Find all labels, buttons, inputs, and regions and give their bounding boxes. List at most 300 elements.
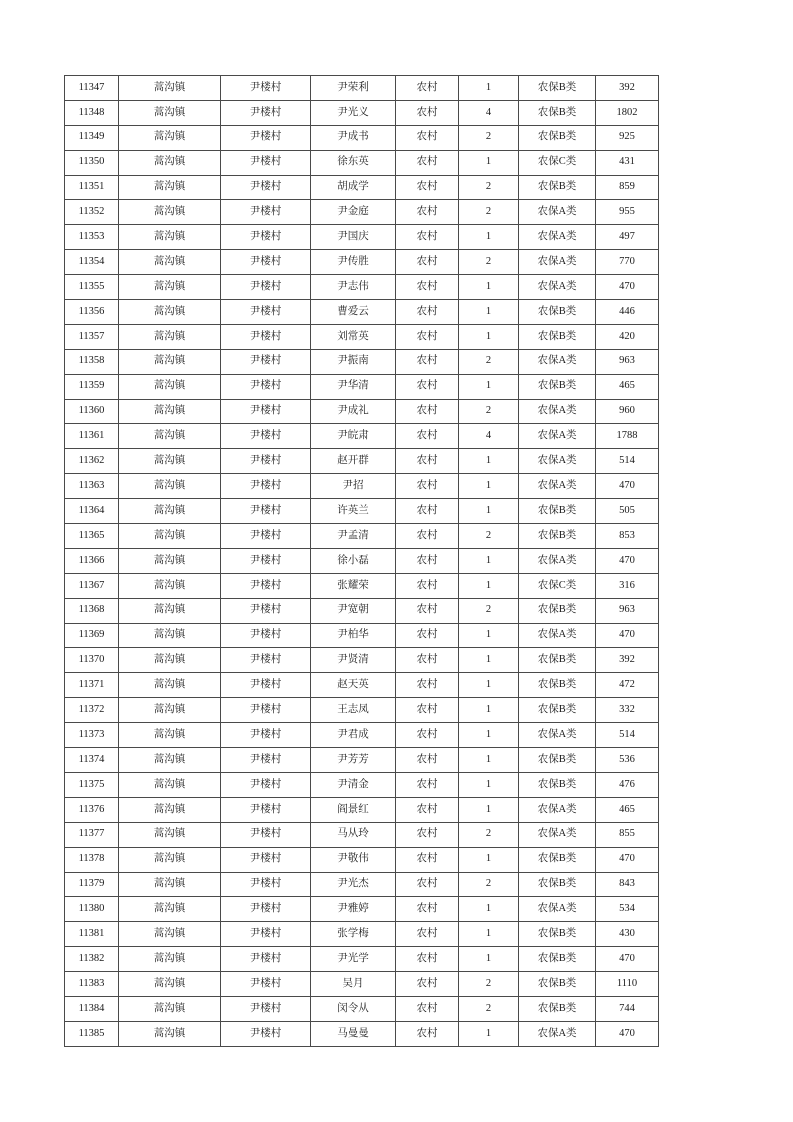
cell-category: 农保B类 bbox=[519, 996, 596, 1021]
table-row bbox=[65, 175, 659, 200]
cell-count: 1 bbox=[459, 225, 519, 250]
cell-amount: 955 bbox=[596, 200, 659, 225]
cell-type: 农村 bbox=[396, 748, 459, 773]
cell-type: 农村 bbox=[396, 548, 459, 573]
cell-town: 蒿沟镇 bbox=[119, 748, 221, 773]
cell-name: 尹君成 bbox=[311, 723, 396, 748]
cell-id: 11349 bbox=[65, 125, 119, 150]
cell-count: 2 bbox=[459, 125, 519, 150]
cell-count: 1 bbox=[459, 797, 519, 822]
cell-village: 尹楼村 bbox=[221, 349, 311, 374]
cell-type: 农村 bbox=[396, 623, 459, 648]
table-row bbox=[65, 847, 659, 872]
cell-town: 蒿沟镇 bbox=[119, 499, 221, 524]
cell-amount: 744 bbox=[596, 996, 659, 1021]
cell-town: 蒿沟镇 bbox=[119, 125, 221, 150]
cell-type: 农村 bbox=[396, 524, 459, 549]
table-row bbox=[65, 648, 659, 673]
cell-count: 1 bbox=[459, 150, 519, 175]
table-row bbox=[65, 100, 659, 125]
cell-town: 蒿沟镇 bbox=[119, 250, 221, 275]
table-row bbox=[65, 150, 659, 175]
cell-town: 蒿沟镇 bbox=[119, 449, 221, 474]
cell-count: 1 bbox=[459, 947, 519, 972]
cell-village: 尹楼村 bbox=[221, 324, 311, 349]
cell-count: 2 bbox=[459, 250, 519, 275]
cell-category: 农保A类 bbox=[519, 797, 596, 822]
cell-type: 农村 bbox=[396, 349, 459, 374]
cell-count: 1 bbox=[459, 1021, 519, 1046]
cell-id: 11376 bbox=[65, 797, 119, 822]
cell-count: 2 bbox=[459, 598, 519, 623]
cell-village: 尹楼村 bbox=[221, 598, 311, 623]
cell-amount: 472 bbox=[596, 673, 659, 698]
cell-type: 农村 bbox=[396, 847, 459, 872]
cell-village: 尹楼村 bbox=[221, 573, 311, 598]
cell-amount: 534 bbox=[596, 897, 659, 922]
cell-town: 蒿沟镇 bbox=[119, 872, 221, 897]
cell-town: 蒿沟镇 bbox=[119, 648, 221, 673]
table-row bbox=[65, 872, 659, 897]
cell-town: 蒿沟镇 bbox=[119, 349, 221, 374]
cell-id: 11357 bbox=[65, 324, 119, 349]
table-row bbox=[65, 200, 659, 225]
cell-town: 蒿沟镇 bbox=[119, 474, 221, 499]
cell-village: 尹楼村 bbox=[221, 474, 311, 499]
cell-count: 1 bbox=[459, 76, 519, 101]
table-row bbox=[65, 698, 659, 723]
cell-name: 尹光义 bbox=[311, 100, 396, 125]
cell-name: 马从玲 bbox=[311, 822, 396, 847]
table-row bbox=[65, 524, 659, 549]
cell-amount: 514 bbox=[596, 723, 659, 748]
cell-count: 1 bbox=[459, 922, 519, 947]
cell-id: 11360 bbox=[65, 399, 119, 424]
cell-type: 农村 bbox=[396, 972, 459, 997]
cell-type: 农村 bbox=[396, 300, 459, 325]
cell-village: 尹楼村 bbox=[221, 922, 311, 947]
cell-type: 农村 bbox=[396, 125, 459, 150]
cell-count: 1 bbox=[459, 474, 519, 499]
cell-id: 11378 bbox=[65, 847, 119, 872]
cell-village: 尹楼村 bbox=[221, 673, 311, 698]
cell-name: 尹孟清 bbox=[311, 524, 396, 549]
cell-count: 2 bbox=[459, 349, 519, 374]
cell-name: 尹贤清 bbox=[311, 648, 396, 673]
cell-village: 尹楼村 bbox=[221, 972, 311, 997]
cell-id: 11350 bbox=[65, 150, 119, 175]
cell-category: 农保A类 bbox=[519, 225, 596, 250]
cell-category: 农保B类 bbox=[519, 499, 596, 524]
cell-id: 11363 bbox=[65, 474, 119, 499]
cell-amount: 855 bbox=[596, 822, 659, 847]
cell-type: 农村 bbox=[396, 573, 459, 598]
cell-id: 11366 bbox=[65, 548, 119, 573]
cell-name: 闵令从 bbox=[311, 996, 396, 1021]
cell-category: 农保A类 bbox=[519, 822, 596, 847]
cell-category: 农保B类 bbox=[519, 698, 596, 723]
data-table bbox=[64, 75, 659, 1047]
cell-name: 马曼曼 bbox=[311, 1021, 396, 1046]
cell-town: 蒿沟镇 bbox=[119, 150, 221, 175]
cell-count: 2 bbox=[459, 972, 519, 997]
cell-id: 11371 bbox=[65, 673, 119, 698]
table-row bbox=[65, 474, 659, 499]
cell-type: 农村 bbox=[396, 200, 459, 225]
cell-amount: 470 bbox=[596, 275, 659, 300]
cell-name: 尹荣利 bbox=[311, 76, 396, 101]
cell-id: 11384 bbox=[65, 996, 119, 1021]
cell-town: 蒿沟镇 bbox=[119, 822, 221, 847]
cell-category: 农保A类 bbox=[519, 424, 596, 449]
cell-town: 蒿沟镇 bbox=[119, 922, 221, 947]
cell-category: 农保B类 bbox=[519, 300, 596, 325]
table-row bbox=[65, 399, 659, 424]
cell-type: 农村 bbox=[396, 996, 459, 1021]
cell-type: 农村 bbox=[396, 698, 459, 723]
cell-type: 农村 bbox=[396, 648, 459, 673]
cell-id: 11385 bbox=[65, 1021, 119, 1046]
cell-name: 徐东英 bbox=[311, 150, 396, 175]
table-row bbox=[65, 1021, 659, 1046]
cell-village: 尹楼村 bbox=[221, 300, 311, 325]
cell-village: 尹楼村 bbox=[221, 623, 311, 648]
table-row bbox=[65, 897, 659, 922]
cell-amount: 960 bbox=[596, 399, 659, 424]
cell-name: 尹雅婷 bbox=[311, 897, 396, 922]
cell-town: 蒿沟镇 bbox=[119, 673, 221, 698]
cell-town: 蒿沟镇 bbox=[119, 897, 221, 922]
cell-name: 尹光学 bbox=[311, 947, 396, 972]
cell-amount: 392 bbox=[596, 648, 659, 673]
cell-type: 农村 bbox=[396, 449, 459, 474]
cell-amount: 470 bbox=[596, 548, 659, 573]
cell-id: 11365 bbox=[65, 524, 119, 549]
cell-count: 2 bbox=[459, 399, 519, 424]
cell-category: 农保B类 bbox=[519, 324, 596, 349]
cell-town: 蒿沟镇 bbox=[119, 698, 221, 723]
cell-type: 农村 bbox=[396, 474, 459, 499]
table-row bbox=[65, 424, 659, 449]
cell-count: 1 bbox=[459, 673, 519, 698]
cell-village: 尹楼村 bbox=[221, 524, 311, 549]
cell-name: 曹爱云 bbox=[311, 300, 396, 325]
cell-name: 尹皖肃 bbox=[311, 424, 396, 449]
table-row bbox=[65, 76, 659, 101]
cell-amount: 470 bbox=[596, 1021, 659, 1046]
cell-category: 农保A类 bbox=[519, 449, 596, 474]
cell-count: 2 bbox=[459, 822, 519, 847]
cell-amount: 465 bbox=[596, 374, 659, 399]
cell-category: 农保A类 bbox=[519, 200, 596, 225]
cell-type: 农村 bbox=[396, 150, 459, 175]
cell-category: 农保B类 bbox=[519, 175, 596, 200]
cell-amount: 316 bbox=[596, 573, 659, 598]
cell-count: 1 bbox=[459, 499, 519, 524]
cell-village: 尹楼村 bbox=[221, 125, 311, 150]
cell-village: 尹楼村 bbox=[221, 947, 311, 972]
cell-type: 农村 bbox=[396, 673, 459, 698]
cell-name: 尹华清 bbox=[311, 374, 396, 399]
cell-name: 徐小磊 bbox=[311, 548, 396, 573]
cell-category: 农保A类 bbox=[519, 723, 596, 748]
cell-amount: 505 bbox=[596, 499, 659, 524]
cell-id: 11361 bbox=[65, 424, 119, 449]
cell-count: 2 bbox=[459, 175, 519, 200]
cell-village: 尹楼村 bbox=[221, 175, 311, 200]
cell-town: 蒿沟镇 bbox=[119, 300, 221, 325]
table-row bbox=[65, 797, 659, 822]
cell-village: 尹楼村 bbox=[221, 897, 311, 922]
cell-id: 11374 bbox=[65, 748, 119, 773]
cell-count: 1 bbox=[459, 748, 519, 773]
cell-id: 11355 bbox=[65, 275, 119, 300]
cell-amount: 465 bbox=[596, 797, 659, 822]
cell-type: 农村 bbox=[396, 175, 459, 200]
cell-category: 农保B类 bbox=[519, 524, 596, 549]
cell-name: 尹清金 bbox=[311, 772, 396, 797]
cell-village: 尹楼村 bbox=[221, 872, 311, 897]
cell-id: 11348 bbox=[65, 100, 119, 125]
cell-type: 农村 bbox=[396, 797, 459, 822]
cell-type: 农村 bbox=[396, 897, 459, 922]
cell-type: 农村 bbox=[396, 399, 459, 424]
cell-name: 赵开群 bbox=[311, 449, 396, 474]
cell-id: 11351 bbox=[65, 175, 119, 200]
cell-category: 农保B类 bbox=[519, 772, 596, 797]
table-row bbox=[65, 548, 659, 573]
cell-amount: 859 bbox=[596, 175, 659, 200]
cell-amount: 853 bbox=[596, 524, 659, 549]
cell-type: 农村 bbox=[396, 723, 459, 748]
cell-town: 蒿沟镇 bbox=[119, 573, 221, 598]
cell-category: 农保B类 bbox=[519, 947, 596, 972]
cell-village: 尹楼村 bbox=[221, 797, 311, 822]
cell-village: 尹楼村 bbox=[221, 150, 311, 175]
cell-id: 11356 bbox=[65, 300, 119, 325]
cell-type: 农村 bbox=[396, 772, 459, 797]
cell-village: 尹楼村 bbox=[221, 76, 311, 101]
table-row bbox=[65, 673, 659, 698]
cell-town: 蒿沟镇 bbox=[119, 772, 221, 797]
cell-town: 蒿沟镇 bbox=[119, 100, 221, 125]
cell-count: 1 bbox=[459, 324, 519, 349]
table-row bbox=[65, 598, 659, 623]
cell-name: 尹柏华 bbox=[311, 623, 396, 648]
cell-town: 蒿沟镇 bbox=[119, 972, 221, 997]
cell-name: 张耀荣 bbox=[311, 573, 396, 598]
cell-category: 农保A类 bbox=[519, 1021, 596, 1046]
cell-name: 王志凤 bbox=[311, 698, 396, 723]
cell-count: 1 bbox=[459, 698, 519, 723]
cell-name: 吴月 bbox=[311, 972, 396, 997]
cell-type: 农村 bbox=[396, 499, 459, 524]
cell-type: 农村 bbox=[396, 275, 459, 300]
cell-count: 2 bbox=[459, 200, 519, 225]
cell-count: 1 bbox=[459, 573, 519, 598]
cell-amount: 843 bbox=[596, 872, 659, 897]
cell-town: 蒿沟镇 bbox=[119, 76, 221, 101]
cell-count: 1 bbox=[459, 548, 519, 573]
cell-town: 蒿沟镇 bbox=[119, 175, 221, 200]
cell-amount: 514 bbox=[596, 449, 659, 474]
cell-amount: 1802 bbox=[596, 100, 659, 125]
cell-town: 蒿沟镇 bbox=[119, 374, 221, 399]
cell-category: 农保B类 bbox=[519, 748, 596, 773]
cell-type: 农村 bbox=[396, 1021, 459, 1046]
cell-amount: 431 bbox=[596, 150, 659, 175]
cell-name: 尹传胜 bbox=[311, 250, 396, 275]
cell-category: 农保A类 bbox=[519, 623, 596, 648]
cell-count: 4 bbox=[459, 100, 519, 125]
cell-id: 11362 bbox=[65, 449, 119, 474]
cell-count: 4 bbox=[459, 424, 519, 449]
table-row bbox=[65, 972, 659, 997]
cell-village: 尹楼村 bbox=[221, 996, 311, 1021]
cell-id: 11372 bbox=[65, 698, 119, 723]
cell-village: 尹楼村 bbox=[221, 698, 311, 723]
table-row bbox=[65, 449, 659, 474]
cell-name: 尹金庭 bbox=[311, 200, 396, 225]
cell-village: 尹楼村 bbox=[221, 424, 311, 449]
cell-town: 蒿沟镇 bbox=[119, 623, 221, 648]
cell-town: 蒿沟镇 bbox=[119, 524, 221, 549]
cell-category: 农保B类 bbox=[519, 125, 596, 150]
cell-village: 尹楼村 bbox=[221, 449, 311, 474]
table-row bbox=[65, 573, 659, 598]
cell-name: 尹志伟 bbox=[311, 275, 396, 300]
cell-id: 11364 bbox=[65, 499, 119, 524]
cell-amount: 963 bbox=[596, 598, 659, 623]
cell-id: 11379 bbox=[65, 872, 119, 897]
cell-name: 刘常英 bbox=[311, 324, 396, 349]
cell-category: 农保B类 bbox=[519, 872, 596, 897]
cell-category: 农保A类 bbox=[519, 399, 596, 424]
cell-category: 农保A类 bbox=[519, 474, 596, 499]
cell-category: 农保A类 bbox=[519, 250, 596, 275]
cell-type: 农村 bbox=[396, 922, 459, 947]
cell-amount: 470 bbox=[596, 474, 659, 499]
cell-amount: 1788 bbox=[596, 424, 659, 449]
cell-amount: 497 bbox=[596, 225, 659, 250]
cell-name: 阎景红 bbox=[311, 797, 396, 822]
table-row bbox=[65, 772, 659, 797]
table-row bbox=[65, 300, 659, 325]
cell-count: 1 bbox=[459, 300, 519, 325]
cell-name: 尹芳芳 bbox=[311, 748, 396, 773]
cell-type: 农村 bbox=[396, 324, 459, 349]
cell-name: 尹成书 bbox=[311, 125, 396, 150]
cell-type: 农村 bbox=[396, 598, 459, 623]
cell-amount: 470 bbox=[596, 947, 659, 972]
cell-town: 蒿沟镇 bbox=[119, 399, 221, 424]
cell-count: 2 bbox=[459, 524, 519, 549]
table-row bbox=[65, 723, 659, 748]
cell-type: 农村 bbox=[396, 822, 459, 847]
cell-category: 农保C类 bbox=[519, 573, 596, 598]
cell-count: 2 bbox=[459, 996, 519, 1021]
cell-category: 农保B类 bbox=[519, 100, 596, 125]
cell-count: 1 bbox=[459, 648, 519, 673]
cell-id: 11369 bbox=[65, 623, 119, 648]
cell-category: 农保B类 bbox=[519, 847, 596, 872]
cell-category: 农保A类 bbox=[519, 548, 596, 573]
table-row bbox=[65, 225, 659, 250]
cell-village: 尹楼村 bbox=[221, 847, 311, 872]
cell-town: 蒿沟镇 bbox=[119, 847, 221, 872]
cell-name: 胡成学 bbox=[311, 175, 396, 200]
table-row bbox=[65, 499, 659, 524]
cell-count: 1 bbox=[459, 847, 519, 872]
cell-amount: 476 bbox=[596, 772, 659, 797]
cell-count: 1 bbox=[459, 275, 519, 300]
cell-town: 蒿沟镇 bbox=[119, 598, 221, 623]
document-page bbox=[64, 75, 658, 1047]
cell-id: 11368 bbox=[65, 598, 119, 623]
cell-village: 尹楼村 bbox=[221, 275, 311, 300]
cell-type: 农村 bbox=[396, 225, 459, 250]
cell-id: 11353 bbox=[65, 225, 119, 250]
cell-type: 农村 bbox=[396, 424, 459, 449]
cell-id: 11382 bbox=[65, 947, 119, 972]
cell-id: 11370 bbox=[65, 648, 119, 673]
cell-category: 农保B类 bbox=[519, 374, 596, 399]
cell-village: 尹楼村 bbox=[221, 100, 311, 125]
cell-name: 张学梅 bbox=[311, 922, 396, 947]
cell-id: 11375 bbox=[65, 772, 119, 797]
cell-town: 蒿沟镇 bbox=[119, 797, 221, 822]
cell-count: 1 bbox=[459, 897, 519, 922]
cell-type: 农村 bbox=[396, 374, 459, 399]
cell-count: 1 bbox=[459, 772, 519, 797]
table-row bbox=[65, 374, 659, 399]
cell-amount: 470 bbox=[596, 847, 659, 872]
table-row bbox=[65, 822, 659, 847]
cell-category: 农保B类 bbox=[519, 673, 596, 698]
cell-count: 1 bbox=[459, 374, 519, 399]
cell-name: 尹宽朝 bbox=[311, 598, 396, 623]
cell-name: 尹敬伟 bbox=[311, 847, 396, 872]
cell-id: 11377 bbox=[65, 822, 119, 847]
cell-village: 尹楼村 bbox=[221, 822, 311, 847]
cell-village: 尹楼村 bbox=[221, 772, 311, 797]
cell-town: 蒿沟镇 bbox=[119, 723, 221, 748]
cell-amount: 536 bbox=[596, 748, 659, 773]
cell-category: 农保B类 bbox=[519, 648, 596, 673]
cell-town: 蒿沟镇 bbox=[119, 424, 221, 449]
cell-town: 蒿沟镇 bbox=[119, 548, 221, 573]
cell-id: 11347 bbox=[65, 76, 119, 101]
cell-name: 尹成礼 bbox=[311, 399, 396, 424]
cell-town: 蒿沟镇 bbox=[119, 200, 221, 225]
table-row bbox=[65, 748, 659, 773]
cell-category: 农保A类 bbox=[519, 897, 596, 922]
cell-village: 尹楼村 bbox=[221, 250, 311, 275]
table-row bbox=[65, 349, 659, 374]
cell-count: 1 bbox=[459, 623, 519, 648]
cell-village: 尹楼村 bbox=[221, 1021, 311, 1046]
cell-name: 尹招 bbox=[311, 474, 396, 499]
cell-type: 农村 bbox=[396, 947, 459, 972]
cell-name: 尹振南 bbox=[311, 349, 396, 374]
cell-village: 尹楼村 bbox=[221, 200, 311, 225]
cell-id: 11358 bbox=[65, 349, 119, 374]
cell-village: 尹楼村 bbox=[221, 225, 311, 250]
cell-category: 农保B类 bbox=[519, 598, 596, 623]
cell-count: 1 bbox=[459, 723, 519, 748]
cell-count: 2 bbox=[459, 872, 519, 897]
cell-name: 尹光杰 bbox=[311, 872, 396, 897]
